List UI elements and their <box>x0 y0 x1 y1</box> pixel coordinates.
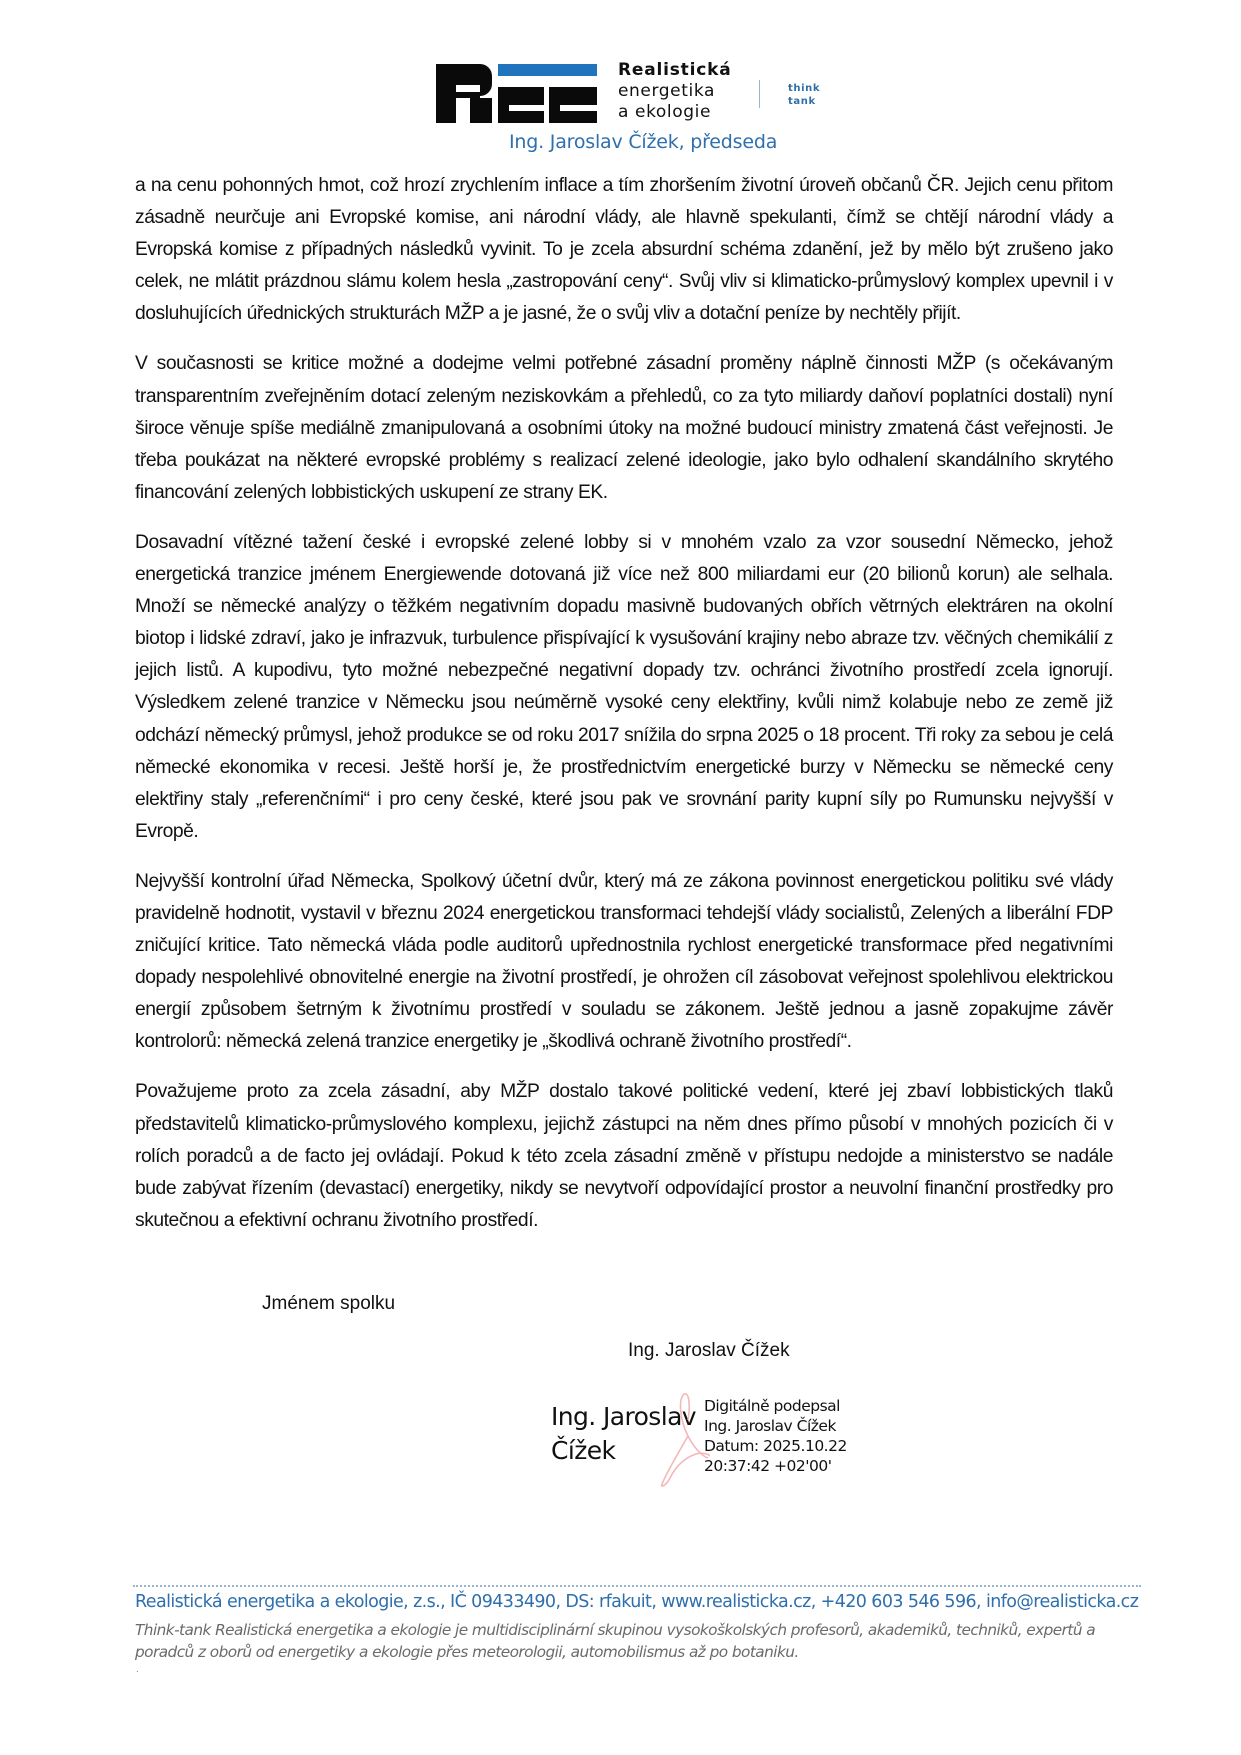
brand-line-3: a ekologie <box>618 102 712 122</box>
paragraph: a na cenu pohonných hmot, což hrozí zrychlením inflace a tím zhoršením životní úroveň občanů ČR. Jejich cenu přitom zásadně neurčuje ani Evropské komise, ani národní vlády, ale hlavně spekulanti, čímž se chtějí národní vlády a Evropská komise z případných následků vyvinit. To je zcela absurdní schéma zdanění, jež by mělo být zrušeno jako celek, ne mlátit prázdnou slámu kolem hesla „zastropování ceny“. Svůj vliv si klimaticko-průmyslový komplex upevnil i v dosluhujících úřednických strukturách MŽP a je jasné, že o svůj vliv a dotační peníze by nechtěly přijít. <box>135 175 1113 325</box>
signature-info-line: Digitálně podepsal <box>704 1397 840 1415</box>
brand-line-2: energetika <box>618 81 715 101</box>
brand-line-1: Realistická <box>618 60 732 80</box>
letter-body <box>135 170 1113 1255</box>
footer-contact: Realistická energetika a ekologie, z.s., IČ 09433490, DS: rfakuit, www.realisticka.cz, +420 603 546 596, info@realisticka.cz <box>135 1592 1139 1612</box>
footer-divider <box>133 1585 1141 1587</box>
signature-time: 20:37:42 +02'00' <box>704 1457 832 1475</box>
footer-description: Think-tank Realistická energetika a ekologie je multidisciplinární skupinou vysokoškolských profesorů, akademiků, techniků, expertů a poradců z oborů od energetiky a ekologie přes meteorologii, automobilismus až po botaniku. <box>135 1621 1096 1661</box>
brand-divider <box>759 80 760 108</box>
ree-logo <box>436 64 598 124</box>
adobe-signature-mark-icon <box>650 1390 710 1490</box>
chairman-heading: Ing. Jaroslav Čížek, předseda <box>509 131 778 153</box>
paragraph: Nejvyšší kontrolní úřad Německa, Spolkový účetní dvůr, který má ze zákona povinnost energetickou politiku své vlády pravidelně hodnotit, vystavil v březnu 2024 energetickou transformaci tehdejší vlády socialistů, Zelených a liberální FDP zničující kritice. Tato německá vláda podle auditorů upřednostnila rychlost energetické transformace před negativními dopady nespolehlivé obnovitelné energie na životní prostředí, je ohrožen cíl zásobovat veřejnost spolehlivou elektrickou energií způsobem šetrným k životnímu prostředí v souladu se zákonem. Ještě jednou a jasně zopakujme závěr kontrolorů: německá zelená tranzice energetiky je „škodlivá ochraně životního prostředí“. <box>135 870 1113 1053</box>
think-tank-line-2: tank <box>788 96 816 107</box>
paragraph: Považujeme proto za zcela zásadní, aby MŽP dostalo takové politické vedení, které jej zbaví lobbistických tlaků představitelů klimaticko-průmyslového komplexu, jejichž zástupci na něm dnes přímo působí v mnohých pozicích či v rolích poradců a de facto jej ovládají. Pokud k této zcela zásadní změně v přístupu nedojde a ministerstvo se nadále bude zabývat řízením (devastací) energetiky, nikdy se nevytvoří odpovídající prostor a neuvolní finanční prostředky pro skutečnou a efektivní ochranu životního prostředí. <box>135 1081 1113 1231</box>
footer-trailing-mark: . <box>136 1664 139 1675</box>
digital-signature-details <box>704 1396 847 1476</box>
think-tank-tag <box>788 82 820 108</box>
paragraph: Dosavadní vítězné tažení české i evropské zelené lobby si v mnohém vzalo za vzor sousední Německo, jehož energetická tranzice jménem Energiewende dotovaná již více než 800 miliardami eur (20 bilionů korun) ale selhala. Množí se německé analýzy o těžkém negativním dopadu masivně budovaných obřích větrných elektráren na okolní biotop i lidské zdraví, jako je infrazvuk, turbulence přispívající k vysušování krajiny nebo abraze tzv. věčných chemikálií z jejich listů. A kupodivu, tyto možné nebezpečné negativní dopady tzv. ochránci životního prostředí zcela ignorují. Výsledkem zelené tranzice v Německu jsou neúměrně vysoké ceny elektřiny, kvůli nimž kolabuje nebo ze země již odchází německý průmysl, jehož produkce se od roku 2017 snížila do srpna 2025 o 18 procent. Tři roky za sebou je celá německé ekonomika v recesi. Ještě horší je, že prostřednictvím energetické burzy v Německu se německé ceny elektřiny staly „referenčními“ i pro ceny české, které jsou pak ve srovnání parity kupní síly po Rumunsku nejvyšší v Evropě. <box>135 531 1113 842</box>
signer-name: Ing. Jaroslav Čížek <box>628 1340 790 1361</box>
signature-name-line-2: Čížek <box>551 1436 616 1465</box>
on-behalf-label: Jménem spolku <box>262 1293 396 1314</box>
paragraph: V současnosti se kritice možné a dodejme velmi potřebné zásadní proměny náplně činnosti MŽP (s očekávaným transparentním zveřejněním dotací zeleným neziskovkám a přehledů, co za tyto miliardy daňoví poplatníci dostali) nyní široce věnuje spíše mediálně zmanipulovaná a osobními útoky na možné budoucí ministry zmatená část veřejnosti. Je třeba poukázat na některé evropské problémy s realizací zelené ideologie, jako bylo odhalení skandálního skrytého financování zelených lobbistických uskupení ze strany EK. <box>135 353 1113 503</box>
think-tank-line-1: think <box>788 83 821 94</box>
brand-name <box>618 60 731 123</box>
signature-name-line-1: Ing. Jaroslav <box>551 1402 696 1431</box>
signature-date: Datum: 2025.10.22 <box>704 1437 847 1455</box>
signature-info-line: Ing. Jaroslav Čížek <box>704 1417 836 1435</box>
